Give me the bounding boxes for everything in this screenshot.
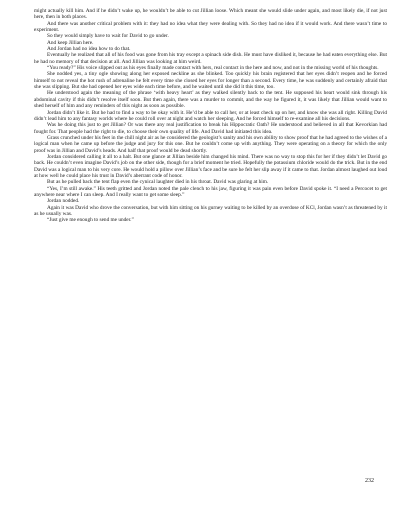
paragraph: might actually kill him. And if he didn’t wake up, he wouldn’t be able to cut Jillian loose. Which meant she would slide under again, and most likely die, if not just here, then in both places. [34,8,387,21]
paragraph: Eventually he realized that all of his food was gone from his tray except a spinach side dish. He must have disliked it, because he had eaten everything else. But he had no memory of that decision at all. And Jillian was looking at him weird. [34,52,387,65]
page-number: 232 [365,478,374,484]
paragraph: But as he pulled back the tent flap even the cynical laughter died in his throat. David was glaring at him. [47,179,269,186]
paragraph: And Jordan had no idea how to do that. [47,46,131,53]
paragraph: “Just give me enough to send me under.” [47,217,134,224]
paragraph: And there was another critical problem with it: they had no idea what they were dealing with. So they had no idea if it would work. And there wasn’t time to experiment. [34,20,387,34]
paragraph: Jordan considered calling it all to a halt. But one glance at Jillian beside him changed his mind. There was no way to stop this for her if they didn’t let David go back. He couldn’t even imagine David’s job on the other side, though for a brief moment he tried. Hopefully the potassium chloride would do the trick. But in the end David was a logical man to his very core. He would hold a pillow over Jillian’s face and be sure he felt her slip away if it came to that. Jordan almost laughed out loud at how well he could place his trust in David’s aberrant code of honor. [34,153,387,179]
paragraph: Jordan didn’t like it. But he had to find a way to be okay with it. He’d be able to call her, or at least check up on her, and know she was all right. Killing David didn’t lead him to any fantasy worlds where he could roll over at night and watch her sleeping. And he forced himself to re-examine all his decisions. [34,109,387,122]
paragraph: He understood again the meaning of the phrase ‘with heavy heart’ as they walked silently back to the tent. He supposed his heart would sink through his abdominal cavity if this didn’t resolve itself soon. But then again, there was a murder to commit, and the way he figured it, it was likely that Jillian would want to shed herself of him and any reminders of this night as soon as possible. [34,90,387,110]
paragraph: Was he doing this just to get Jillian? Or was there any real justification to break his Hippocratic Oath? He understood and believed in all that Kevorkian had fought for. That people had the right to die, to choose their own quality of life. And David had initiated this idea. [34,122,387,135]
paragraph: Again it was David who drove the conversation, but with him sitting on his gurney waiting to be killed by an overdose of KCl, Jordan wasn’t as threatened by it as he usually was. [34,204,387,217]
body-text [34,8,387,224]
paragraph: Grass crunched under his feet in the chill night air as he considered the geologist’s sanity and his own ability to show proof that he had agreed to the wishes of a logical man when he came up before the judge and jury for this one. But he couldn’t come up with anything. They were operating on a theory for which the only proof was in Jillian and David’s heads. And half that proof would be dead shortly. [34,134,387,154]
paragraph: “You ready?” His voice slipped out as his eyes finally made contact with hers, real contact in the here and now, and not in the missing world of his thoughts. [47,65,379,72]
paragraph: “Yes, I’m still awake.” His teeth gritted and Jordan noted the pale clench to his jaw, figuring it was pain even before David spoke it. “I need a Percocet to get anywhere near where I can sleep. And I really want to get some sleep.” [34,185,387,198]
paragraph: She nodded yes, a tiny ogle showing along her exposed neckline as she blinked. Too quickly his brain registered that her eyes didn’t reopen and he forced himself to not reveal the hot rush of adrenaline he felt every time she closed her eyes for longer than a second. Every time, he was suddenly and certainly afraid that she was slipping. But she had opened her eyes wide each time before, and he waited until she did it this time, too. [34,71,387,91]
paragraph: Jordan nodded. [47,198,80,205]
paragraph: And keep Jillian here. [47,39,94,46]
paragraph: So they would simply have to wait for David to go under. [47,33,169,40]
